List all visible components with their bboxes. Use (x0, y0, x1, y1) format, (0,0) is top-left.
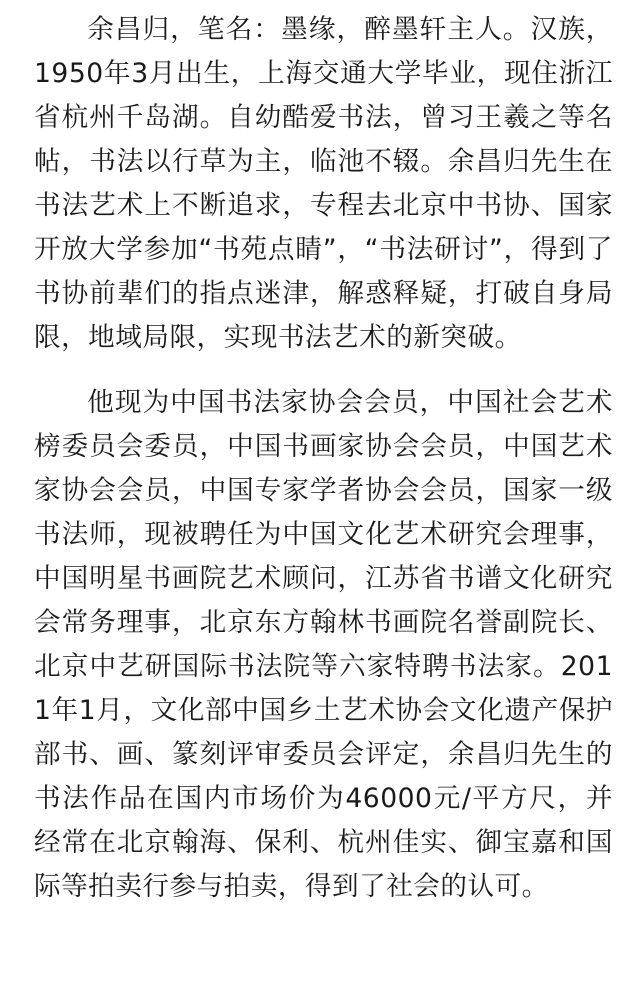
bio-paragraph-memberships: 他现为中国书法家协会会员，中国社会艺术榜委员会委员，中国书画家协会会员，中国艺术家协会会员，中国专家学者协会会员，国家一级书法师，现被聘任为中国文化艺术研究会理事，中国明星书画院艺术顾问，江苏省书谱文化研究会常务理事，北京东方翰林书画院名誉副院长、北京中艺研国际书法院等六家特聘书法家。2011年1月，文化部中国乡土艺术协会文化遗产保护部书、画、篆刻评审委员会评定，余昌归先生的书法作品在国内市场价为46000元/平方尺，并经常在北京翰海、保利、杭州佳实、御宝嘉和国际等拍卖行参与拍卖，得到了社会的认可。 (34, 387, 613, 902)
bio-paragraph-intro: 余昌归，笔名：墨缘，醉墨轩主人。汉族，1950年3月出生，上海交通大学毕业，现住浙江省杭州千岛湖。自幼酷爱书法，曾习王羲之等名帖，书法以行草为主，临池不辍。余昌归先生在书法艺术上不断追求，专程去北京中书协、国家开放大学参加“书苑点睛”，“书法研讨”，得到了书协前辈们的指点迷津，解惑释疑，打破自身局限，地域局限，实现书法艺术的新突破。 (34, 14, 613, 353)
